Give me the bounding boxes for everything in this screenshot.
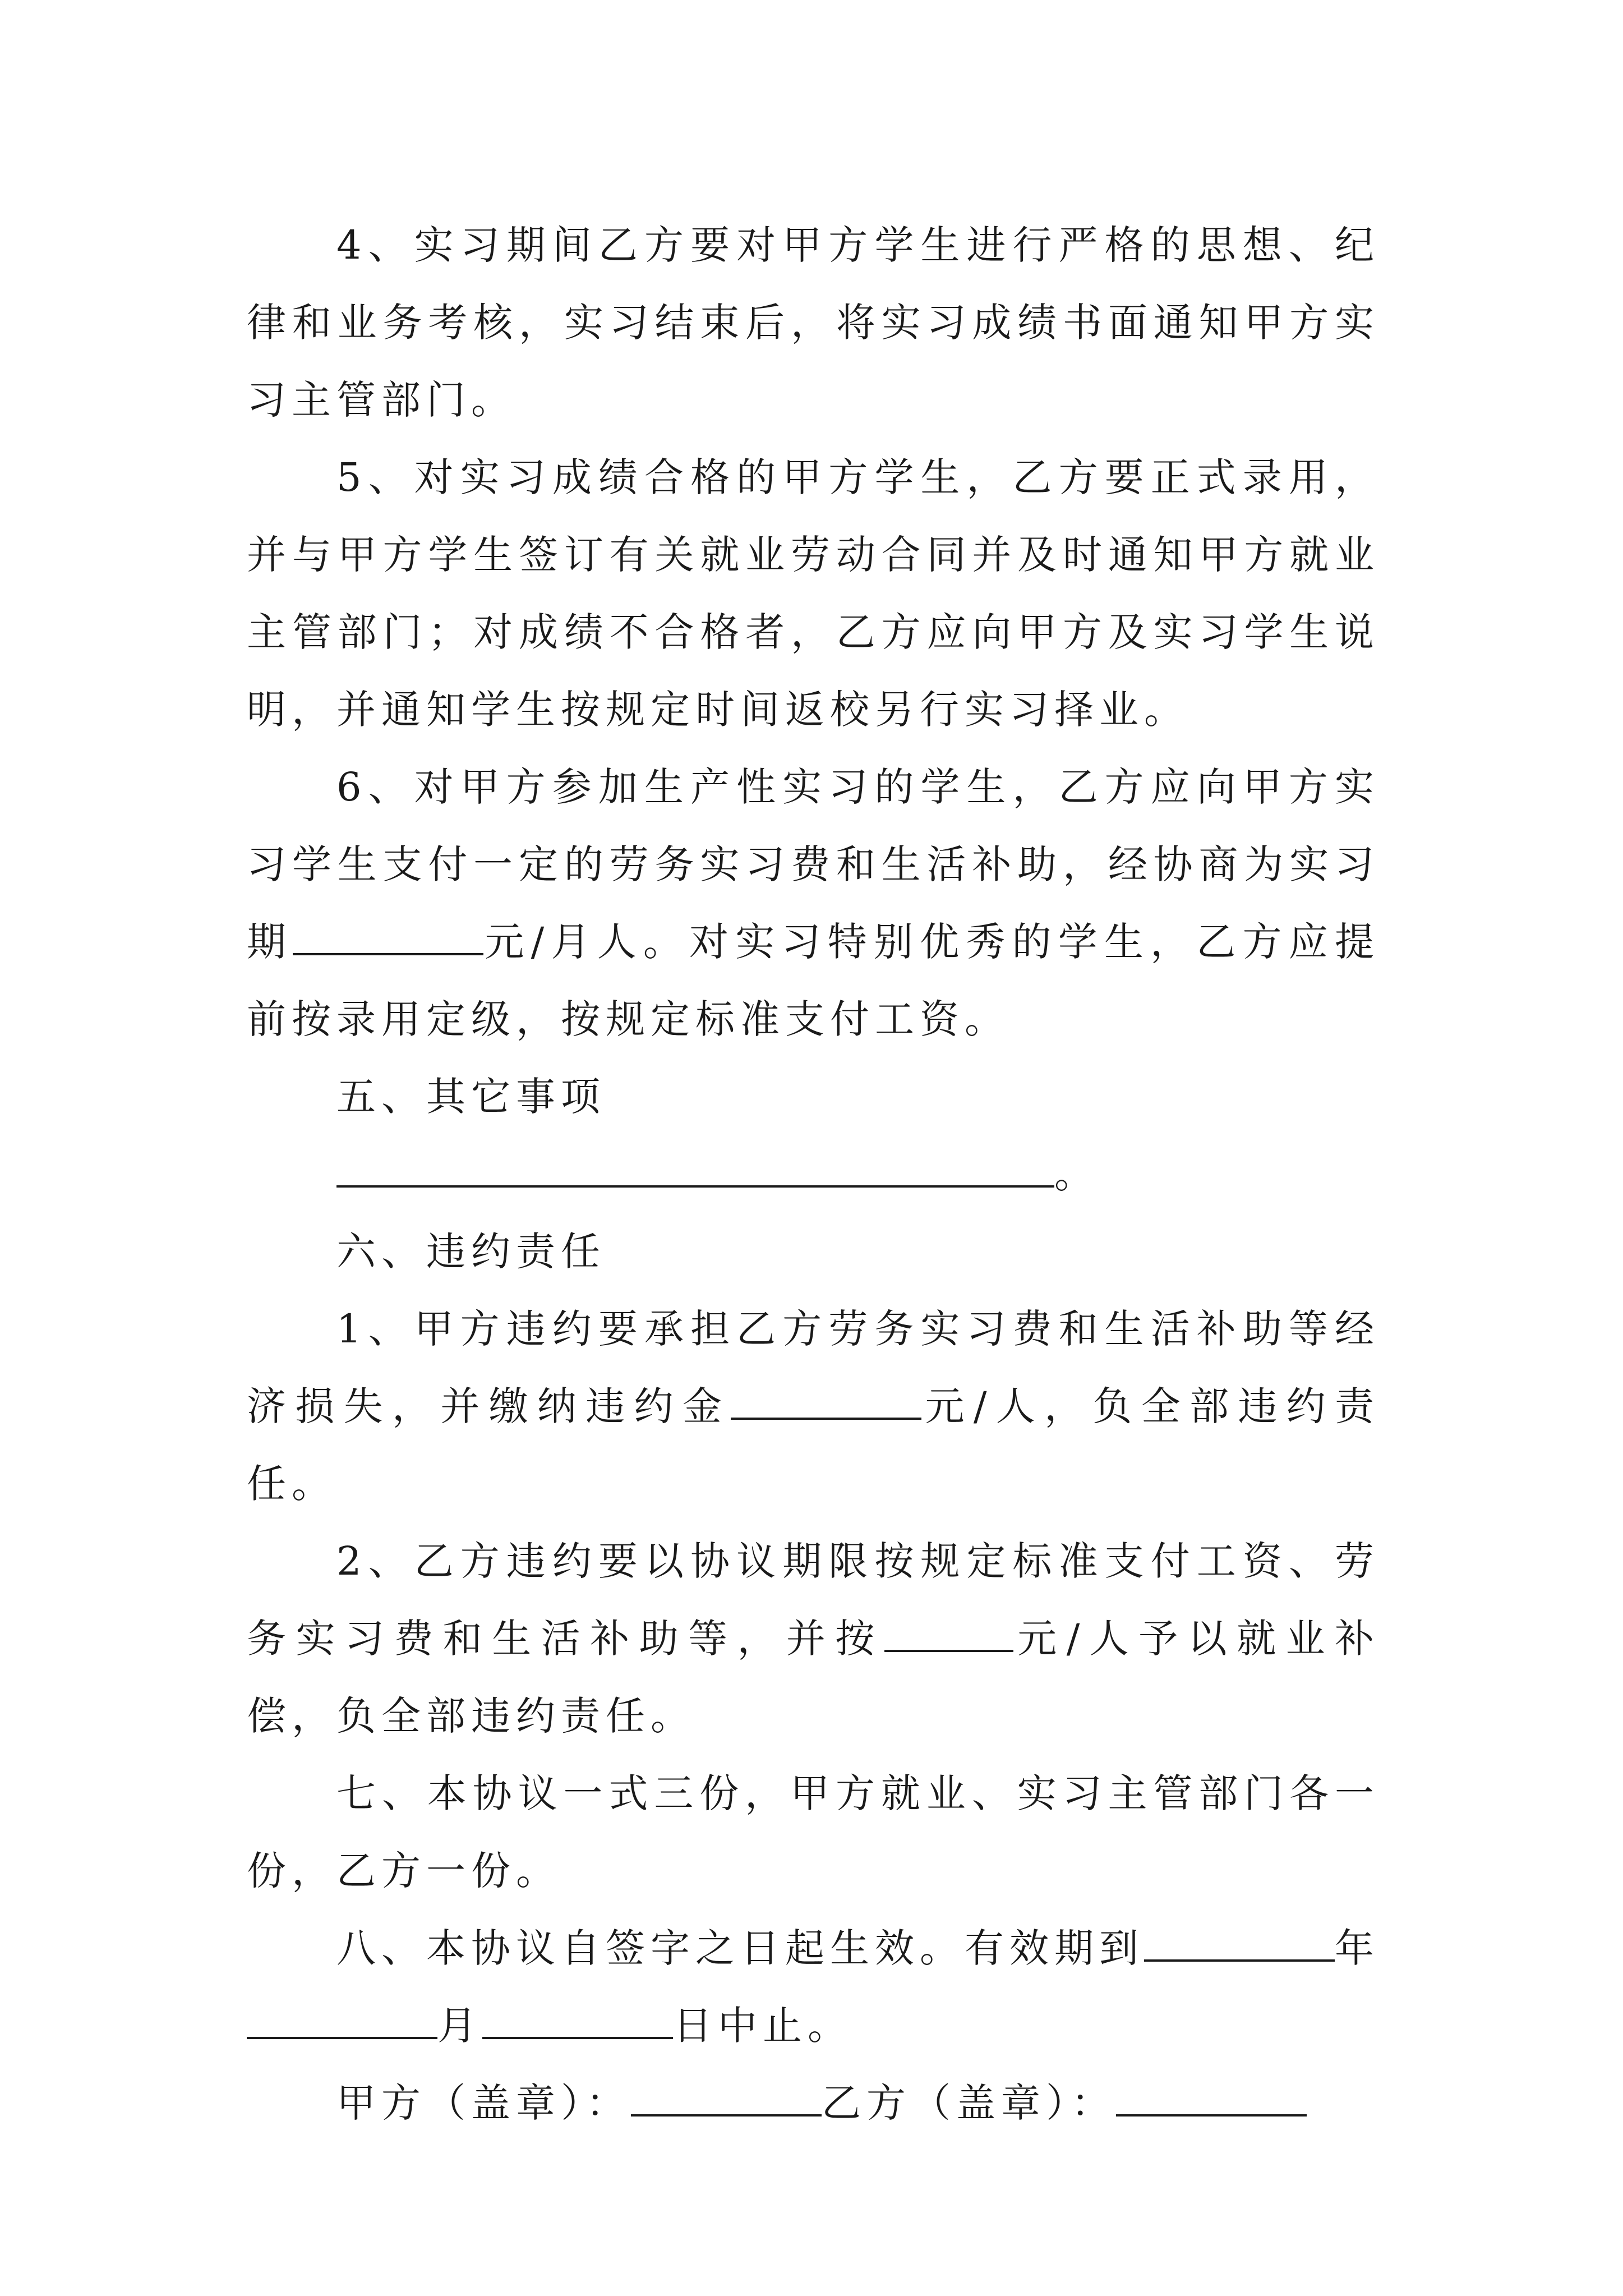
clause-5: 5、对实习成绩合格的甲方学生，乙方要正式录用，并与甲方学生签订有关就业劳动合同并及时通知甲方就业主管部门；对成绩不合格者，乙方应向甲方及实习学生说明，并通知学生按规定时间返校另行实习择业。 [247, 454, 1380, 733]
party-a-seal-label: 甲方（盖章）： [336, 2080, 631, 2126]
clause-6-part-2: 元/月人。对实习特别优秀的学生，乙方应提前按录用定级，按规定标准支付工资。 [247, 919, 1380, 1042]
other-matters-blank [336, 1149, 1054, 1188]
other-matters-end: 。 [1054, 1151, 1099, 1197]
party-b-seal-blank [1116, 2078, 1307, 2116]
expiry-year-blank [1144, 1924, 1335, 1962]
party-a-seal-blank [631, 2078, 822, 2116]
year-label: 年 [1335, 1925, 1380, 1971]
breach-clause-1-part-1: 1、甲方违约要承担乙方劳务实习费和生活补助等经济损失，并缴纳违约金 [247, 1306, 1380, 1429]
breach-clause-2-part-2: 元/人予以就业补偿，负全部违约责任。 [247, 1616, 1380, 1739]
clause-6 [247, 748, 1380, 1058]
section-8-part-1: 八、本协议自签字之日起生效。有效期到 [336, 1925, 1144, 1971]
clause-4: 4、实习期间乙方要对甲方学生进行严格的思想、纪律和业务考核，实习结束后，将实习成绩书面通知甲方实习主管部门。 [247, 222, 1380, 423]
clause-6-part-1: 6、对甲方参加生产性实习的学生，乙方应向甲方实习学生支付一定的劳务实习费和生活补助，经协商为实习期 [247, 764, 1380, 965]
section-8 [247, 1910, 1380, 2064]
signature-line [247, 2064, 1380, 2142]
other-matters-line [247, 1135, 1380, 1213]
month-label: 月 [437, 2003, 482, 2049]
breach-clause-1-part-2: 元/人，负全部违约责任。 [247, 1383, 1380, 1507]
breach-clause-2 [247, 1522, 1380, 1755]
section-7: 七、本协议一式三份，甲方就业、实习主管部门各一份，乙方一份。 [247, 1770, 1380, 1894]
section-8-part-2: 日中止。 [673, 2003, 852, 2049]
breach-clause-1 [247, 1290, 1380, 1522]
document-body [247, 206, 1380, 2142]
party-b-seal-label: 乙方（盖章）： [822, 2080, 1116, 2126]
compensation-amount-blank [884, 1614, 1013, 1652]
section-6-heading: 六、违约责任 [336, 1228, 606, 1274]
breach-clause-2-part-1: 2、乙方违约要以协议期限按规定标准支付工资、劳务实习费和生活补助等，并按 [247, 1538, 1380, 1662]
penalty-amount-blank [731, 1382, 921, 1420]
expiry-day-blank [482, 2001, 673, 2039]
section-5-heading: 五、其它事项 [336, 1074, 606, 1120]
expiry-month-blank [247, 2001, 437, 2039]
allowance-amount-blank [293, 917, 483, 955]
